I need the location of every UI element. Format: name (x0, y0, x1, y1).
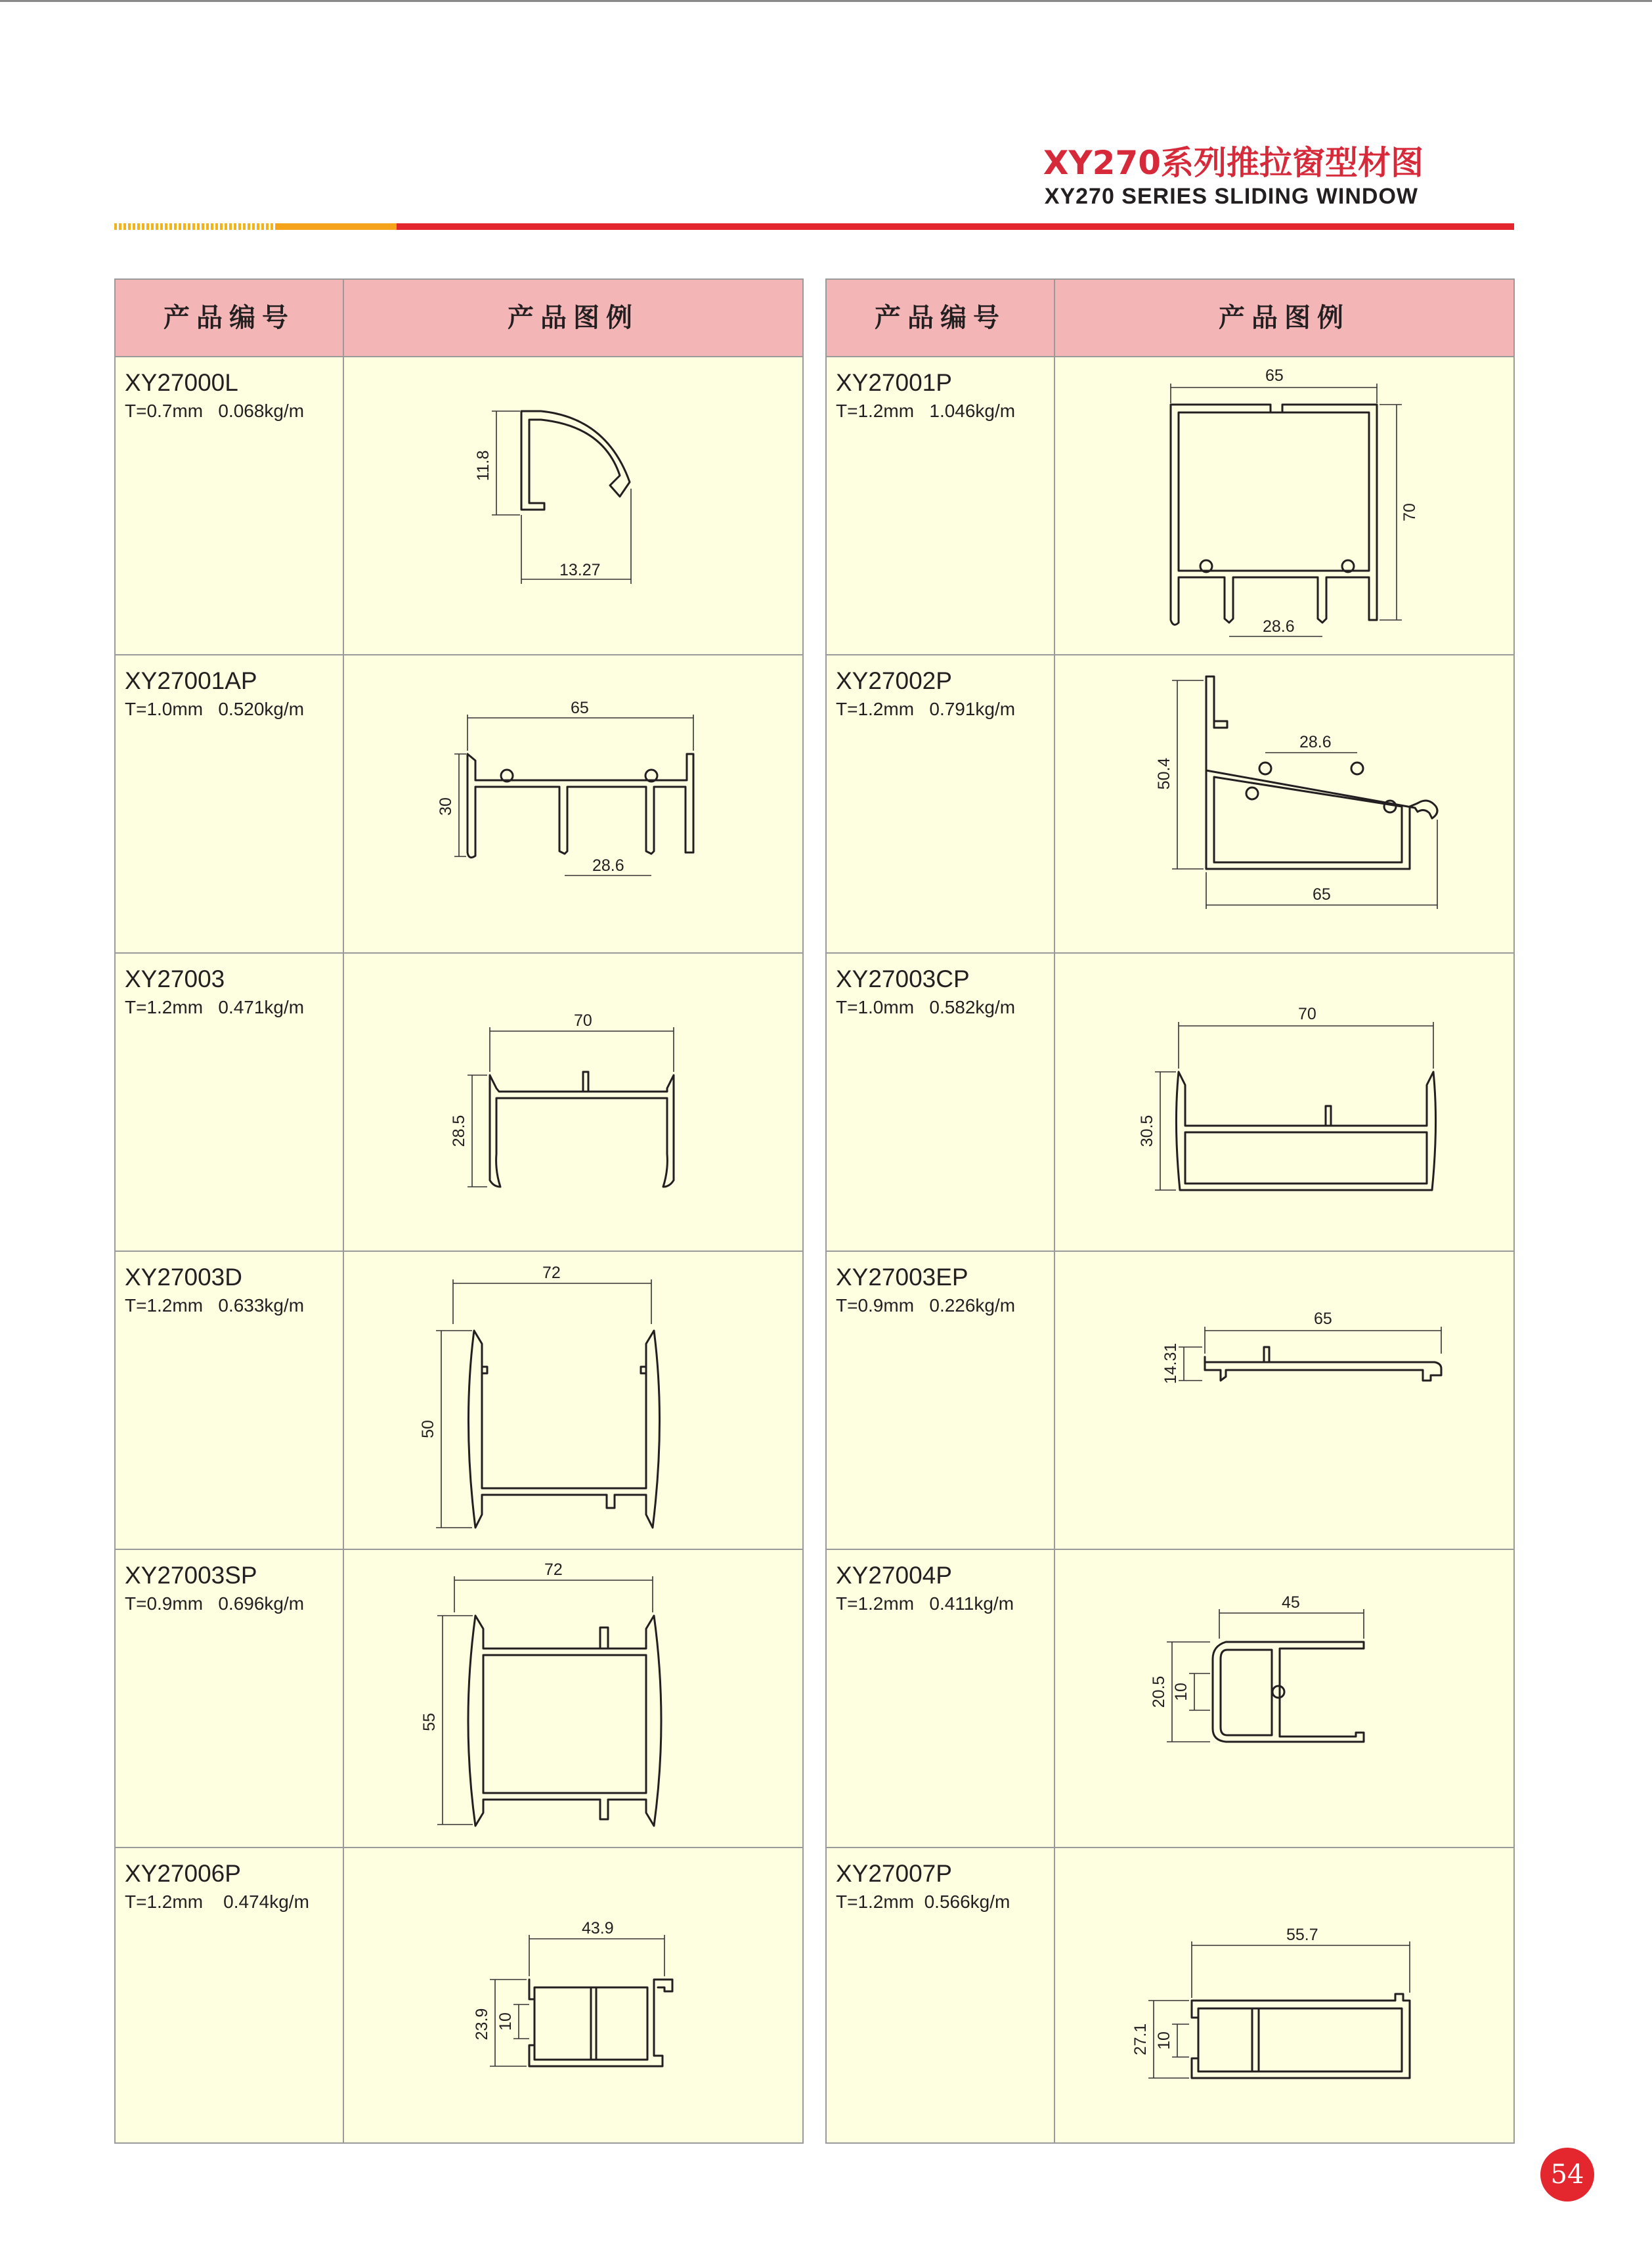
table-row (827, 1252, 1513, 1550)
profile-drawing (344, 1848, 802, 2145)
profile-shape (468, 1616, 661, 1826)
dimension-label: 28.6 (1263, 617, 1295, 636)
table-row (827, 954, 1513, 1252)
profile-shape (521, 411, 630, 510)
dimension-label: 10 (496, 2012, 515, 2031)
table-row (116, 1252, 802, 1550)
profile-shape (1176, 1072, 1435, 1190)
header-product-code: 产品编号 (875, 303, 1006, 333)
product-spec: T=1.2mm 0.791kg/m (836, 699, 1016, 719)
profile-drawing (1055, 1550, 1513, 1847)
profile-drawing (1055, 954, 1513, 1251)
table-header (827, 280, 1513, 357)
dimension-label: 65 (1313, 885, 1331, 904)
dimension-label: 14.31 (1162, 1342, 1180, 1384)
dimension-label: 50.4 (1155, 757, 1173, 790)
dimension-label: 10 (1155, 2031, 1173, 2050)
dimension-label: 55 (420, 1713, 439, 1731)
dimension-label: 70 (1298, 1005, 1316, 1023)
dimension-label: 50 (419, 1420, 437, 1438)
product-code: XY27003CP (836, 965, 970, 992)
table-row (116, 1848, 802, 2146)
header-product-figure: 产品图例 (1219, 303, 1350, 333)
dimension-label: 13.27 (559, 561, 601, 579)
product-code: XY27007P (836, 1860, 952, 1887)
product-spec: T=1.2mm 0.411kg/m (836, 1593, 1014, 1614)
page-number-badge: 54 (1540, 2148, 1594, 2202)
dimension-label: 28.6 (592, 856, 624, 875)
profile-shape (467, 754, 693, 858)
dimension-label: 30 (437, 797, 455, 816)
dimension-label: 55.7 (1286, 1926, 1318, 1944)
dimension-label: 20.5 (1150, 1675, 1168, 1708)
header-product-code: 产品编号 (163, 303, 295, 333)
top-rule (0, 0, 1652, 2)
dimension-lines (437, 1576, 653, 1825)
product-spec: T=1.0mm 0.520kg/m (125, 699, 305, 719)
dimension-label: 27.1 (1131, 2023, 1150, 2056)
decorative-band-orange (276, 223, 397, 230)
right-product-table (825, 278, 1515, 2144)
product-spec: T=1.0mm 0.582kg/m (836, 997, 1016, 1017)
profile-drawing (344, 1252, 802, 1549)
product-code: XY27004P (836, 1562, 952, 1589)
dimension-label: 28.6 (1299, 733, 1332, 751)
table-row (827, 1550, 1513, 1848)
dimension-lines (1179, 1327, 1441, 1381)
table-row (116, 655, 802, 954)
table-row (827, 357, 1513, 655)
product-spec: T=1.2mm 0.471kg/m (125, 997, 305, 1017)
dimension-label: 28.5 (450, 1115, 468, 1147)
dimension-lines (490, 1935, 664, 2066)
profile-shape (529, 1980, 672, 2066)
product-code: XY27001AP (125, 667, 257, 694)
table-row (827, 655, 1513, 954)
left-product-table (114, 278, 804, 2144)
profile-shape (1213, 1642, 1364, 1742)
decorative-band-red (397, 223, 1514, 230)
dimension-label: 45 (1282, 1593, 1300, 1612)
dimension-label: 23.9 (473, 2008, 491, 2041)
product-code: XY27006P (125, 1860, 241, 1887)
table-header (116, 280, 802, 357)
page-title-english: XY270 SERIES SLIDING WINDOW (1044, 184, 1418, 209)
header-product-figure: 产品图例 (508, 303, 639, 333)
dimension-label: 10 (1172, 1683, 1190, 1701)
table-row (116, 1550, 802, 1848)
dimension-label: 30.5 (1138, 1115, 1156, 1147)
dimension-lines (1155, 1022, 1433, 1190)
profile-shape (490, 1072, 674, 1187)
table-row (827, 1848, 1513, 2146)
dimension-label: 72 (542, 1264, 561, 1282)
dimension-lines (454, 715, 693, 875)
dimension-label: 65 (1314, 1310, 1332, 1328)
profile-shape (1192, 1994, 1410, 2078)
product-code: XY27003EP (836, 1264, 968, 1291)
profile-shape (1206, 676, 1437, 869)
product-code: XY27003 (125, 965, 225, 992)
dimension-label: 65 (1265, 366, 1284, 385)
profile-drawing (344, 954, 802, 1251)
product-spec: T=0.7mm 0.068kg/m (125, 401, 305, 421)
profile-shape (468, 1331, 659, 1528)
product-spec: T=1.2mm 0.474kg/m (125, 1892, 309, 1912)
table-row (116, 954, 802, 1252)
dimension-lines (1167, 1609, 1364, 1742)
product-spec: T=0.9mm 0.696kg/m (125, 1593, 305, 1614)
profile-drawing (1055, 1252, 1513, 1549)
dimension-lines (1171, 384, 1402, 636)
profile-drawing (1055, 1848, 1513, 2145)
product-code: XY27001P (836, 369, 952, 396)
profile-drawing (344, 1550, 802, 1847)
product-spec: T=1.2mm 0.633kg/m (125, 1295, 305, 1316)
dimension-lines (467, 1027, 674, 1187)
profile-drawing (1055, 655, 1513, 952)
profile-drawing (344, 357, 802, 654)
product-code: XY27003D (125, 1264, 242, 1291)
profile-drawing (1055, 357, 1513, 654)
product-code: XY27002P (836, 667, 952, 694)
dimension-label: 43.9 (582, 1919, 614, 1937)
dimension-lines (1172, 680, 1437, 909)
product-spec: T=1.2mm 1.046kg/m (836, 401, 1016, 421)
dimension-label: 70 (1401, 503, 1419, 521)
dimension-lines (492, 411, 631, 584)
dimension-label: 65 (571, 699, 589, 717)
product-code: XY27000L (125, 369, 238, 396)
product-spec: T=0.9mm 0.226kg/m (836, 1295, 1016, 1316)
profile-shape (1171, 405, 1377, 625)
dimension-lines (1148, 1941, 1410, 2078)
dimension-label: 11.8 (474, 450, 492, 481)
product-code: XY27003SP (125, 1562, 257, 1589)
dimension-label: 72 (544, 1561, 563, 1579)
table-row (116, 357, 802, 655)
profile-drawing (344, 655, 802, 952)
dimension-label: 70 (574, 1011, 592, 1030)
profile-shape (1205, 1347, 1441, 1381)
page-title-chinese: XY270系列推拉窗型材图 (1043, 144, 1424, 182)
product-spec: T=1.2mm 0.566kg/m (836, 1892, 1011, 1912)
